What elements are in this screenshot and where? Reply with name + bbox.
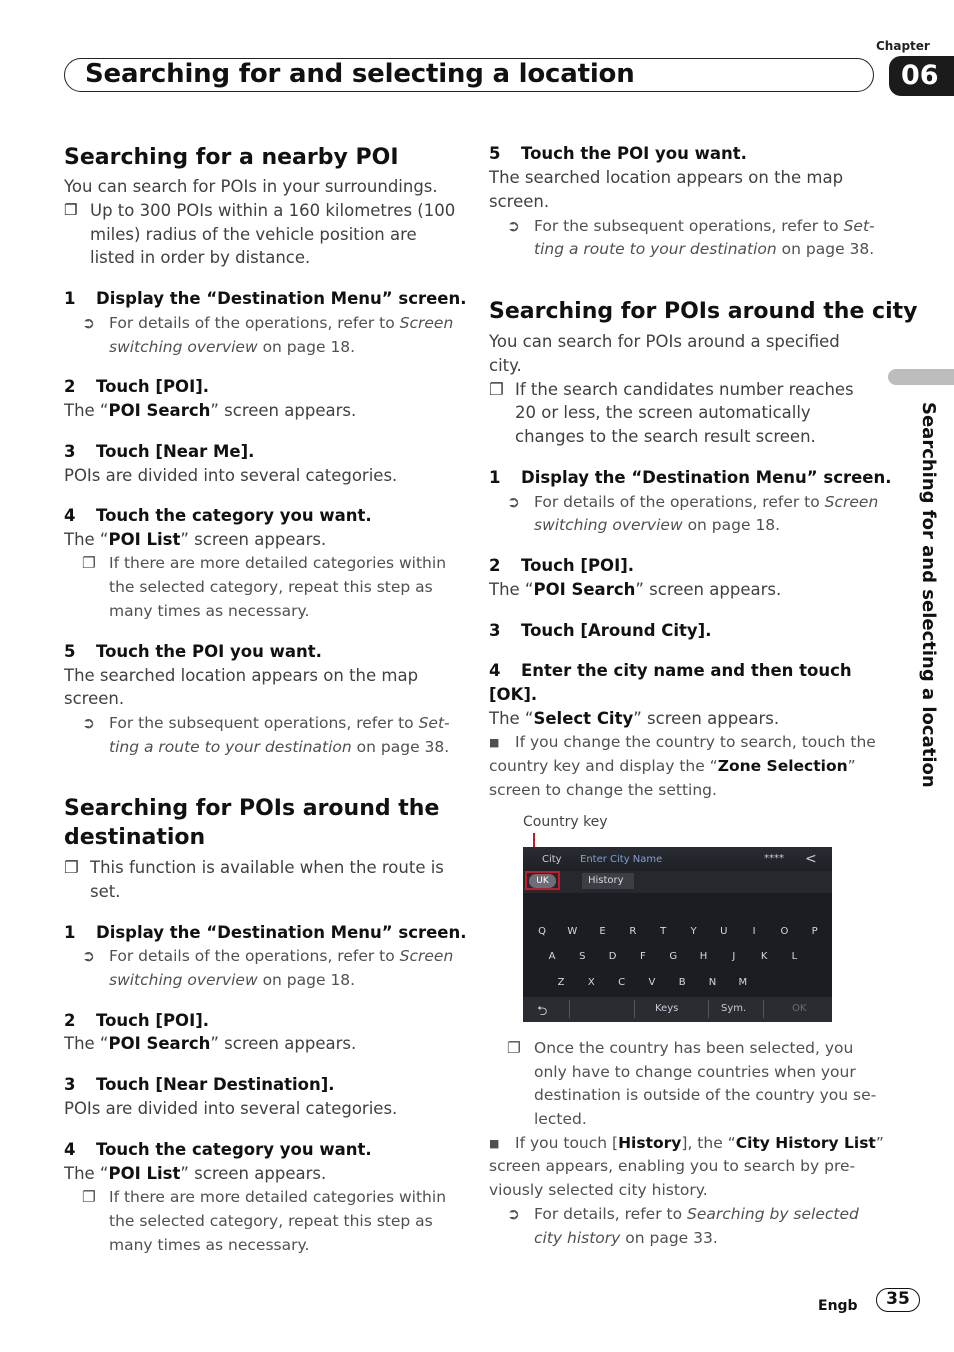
keyboard-key-y: Y <box>690 926 697 937</box>
keyboard-key-s: S <box>579 951 586 962</box>
reference-line: city history on page 33. <box>534 1229 718 1247</box>
screenshot-option-row <box>523 871 832 893</box>
keyboard-key-c: C <box>618 977 626 988</box>
arrow-ref-icon: ➲ <box>82 714 95 732</box>
note-line: lected. <box>534 1110 587 1128</box>
note-line: changes to the search result screen. <box>515 427 816 446</box>
keyboard-key-r: R <box>629 926 637 937</box>
step-body: screen. <box>489 192 550 211</box>
note-line: 20 or less, the screen automatically <box>515 403 811 422</box>
step-heading: 5 Touch the POI you want. <box>64 642 322 661</box>
country-key-highlight <box>525 871 560 890</box>
keyboard-key-m: M <box>738 977 748 988</box>
header-bar <box>64 58 874 92</box>
keyboard-key-d: D <box>608 951 617 962</box>
reference-line: switching overview on page 18. <box>109 971 356 989</box>
step-body: The “POI Search” screen appears. <box>64 1034 357 1053</box>
keyboard-key-t: T <box>660 926 667 937</box>
note-line: the selected category, repeat this step as <box>109 578 433 596</box>
note-line: set. <box>90 882 121 901</box>
divider <box>708 1000 709 1018</box>
section-title-nearby-poi: Searching for a nearby POI <box>64 145 399 170</box>
input-stars: **** <box>764 853 784 864</box>
section-title-destination-2: destination <box>64 825 206 850</box>
reference-line: For details of the operations, refer to Screen <box>109 947 454 965</box>
checkbox-note-icon: ❐ <box>82 1188 96 1206</box>
divider <box>634 1000 635 1018</box>
keyboard-key-n: N <box>708 977 717 988</box>
step-heading: 4 Touch the category you want. <box>64 1140 372 1159</box>
keyboard-key-o: O <box>780 926 789 937</box>
keyboard-key-j: J <box>732 951 736 962</box>
step-heading: 3 Touch [Around City]. <box>489 621 712 640</box>
arrow-ref-icon: ➲ <box>507 217 520 235</box>
note-line: Once the country has been selected, you <box>534 1039 854 1057</box>
back-arrow-icon: < <box>805 851 817 867</box>
keyboard-key-g: G <box>669 951 678 962</box>
checkbox-note-icon: ❐ <box>82 554 96 572</box>
keyboard-key-v: V <box>648 977 656 988</box>
step-heading: 1 Display the “Destination Menu” screen. <box>489 468 892 487</box>
page-number: 35 <box>876 1288 920 1312</box>
reference-line: For the subsequent operations, refer to Set- <box>534 217 875 235</box>
reference-line: For the subsequent operations, refer to Set- <box>109 714 450 732</box>
section-title-destination: Searching for POIs around the <box>64 796 440 821</box>
keyboard-key-f: F <box>640 951 646 962</box>
note-line: Up to 300 POIs within a 160 kilometres (100 <box>90 201 456 220</box>
reference-line: switching overview on page 18. <box>534 516 781 534</box>
reference-line: ting a route to your destination on page 38. <box>534 240 875 258</box>
step-body: The “POI Search” screen appears. <box>489 580 782 599</box>
step-heading: 2 Touch [POI]. <box>64 1011 210 1030</box>
checkbox-note-icon: ❐ <box>64 201 78 219</box>
step-body: screen. <box>64 689 125 708</box>
reference-line: For details of the operations, refer to Screen <box>534 493 879 511</box>
page-title: Searching for and selecting a location <box>85 59 635 89</box>
keyboard-key-l: L <box>791 951 798 962</box>
country-key-callout-label: Country key <box>523 814 608 830</box>
keyboard-key-p: P <box>811 926 818 937</box>
arrow-ref-icon: ➲ <box>82 947 95 965</box>
bullet-line: viously selected city history. <box>489 1181 708 1199</box>
keys-button: Keys <box>655 1003 679 1014</box>
screenshot-top-bar <box>523 847 832 871</box>
step-body: The searched location appears on the map <box>489 168 844 187</box>
step-heading: 1 Display the “Destination Menu” screen. <box>64 923 467 942</box>
step-body: The searched location appears on the map <box>64 666 419 685</box>
step-body: POIs are divided into several categories. <box>64 466 398 485</box>
checkbox-note-icon: ❐ <box>489 380 504 399</box>
step-body: The “Select City” screen appears. <box>489 709 780 728</box>
step-heading: 1 Display the “Destination Menu” screen. <box>64 289 467 308</box>
step-heading: 2 Touch [POI]. <box>489 556 635 575</box>
reference-line: ting a route to your destination on page 38. <box>109 738 450 756</box>
arrow-ref-icon: ➲ <box>82 314 95 332</box>
step-heading: 2 Touch [POI]. <box>64 377 210 396</box>
note-line: If the search candidates number reaches <box>515 380 854 399</box>
keyboard-key-x: X <box>587 977 595 988</box>
keyboard-key-b: B <box>678 977 686 988</box>
select-city-screenshot <box>523 847 832 1022</box>
step-body: POIs are divided into several categories. <box>64 1099 398 1118</box>
footer-lang: Engb <box>818 1298 858 1314</box>
bullet-line: If you touch [History], the “City History List” <box>515 1134 884 1152</box>
intro-text: You can search for POIs around a specified <box>489 332 840 351</box>
keyboard-key-u: U <box>720 926 728 937</box>
step-heading: 4 Enter the city name and then touch <box>489 661 852 680</box>
side-tab-marker <box>888 369 954 385</box>
city-name-input: Enter City Name <box>580 854 663 865</box>
reference-line: For details of the operations, refer to Screen <box>109 314 454 332</box>
bullet-line: country key and display the “Zone Selection” <box>489 757 856 775</box>
note-line: If there are more detailed categories within <box>109 1188 447 1206</box>
intro-text: city. <box>489 356 522 375</box>
side-tab-text: Searching for and selecting a location <box>918 402 939 788</box>
keyboard-key-w: W <box>567 926 578 937</box>
step-body: The “POI Search” screen appears. <box>64 401 357 420</box>
sym-button: Sym. <box>721 1003 747 1014</box>
note-line: only have to change countries when your <box>534 1063 856 1081</box>
keyboard-key-q: Q <box>538 926 546 937</box>
keyboard-key-k: K <box>760 951 768 962</box>
history-button: History <box>582 873 634 889</box>
bullet-line: screen to change the setting. <box>489 781 717 799</box>
step-heading: 4 Touch the category you want. <box>64 506 372 525</box>
reference-line: For details, refer to Searching by selected <box>534 1205 859 1223</box>
bullet-icon: ■ <box>489 736 500 749</box>
note-line: the selected category, repeat this step as <box>109 1212 433 1230</box>
chapter-number-tab: 06 <box>889 56 954 96</box>
note-line: If there are more detailed categories within <box>109 554 447 572</box>
step-heading-2: [OK]. <box>489 685 538 704</box>
note-line: destination is outside of the country you se- <box>534 1086 877 1104</box>
note-line: This function is available when the route is <box>90 858 444 877</box>
keyboard-key-i: I <box>752 926 756 937</box>
arrow-ref-icon: ➲ <box>507 493 520 511</box>
checkbox-note-icon: ❐ <box>507 1039 521 1057</box>
note-line: miles) radius of the vehicle position are <box>90 225 417 244</box>
bullet-line: If you change the country to search, touch the <box>515 733 876 751</box>
note-line: many times as necessary. <box>109 1236 310 1254</box>
chapter-label: Chapter <box>876 39 930 53</box>
section-title-around-city: Searching for POIs around the city <box>489 299 918 324</box>
keyboard-key-h: H <box>699 951 708 962</box>
checkbox-note-icon: ❐ <box>64 858 79 877</box>
step-heading: 3 Touch [Near Destination]. <box>64 1075 335 1094</box>
note-line: many times as necessary. <box>109 602 310 620</box>
keyboard-key-z: Z <box>557 977 565 988</box>
divider <box>569 1000 570 1018</box>
arrow-ref-icon: ➲ <box>507 1205 520 1223</box>
bullet-line: screen appears, enabling you to search by pre- <box>489 1157 856 1175</box>
step-heading: 3 Touch [Near Me]. <box>64 442 255 461</box>
intro-text: You can search for POIs in your surroundings. <box>64 177 438 196</box>
country-key-button: UK <box>529 874 556 888</box>
reference-line: switching overview on page 18. <box>109 338 356 356</box>
return-icon: ⮌ <box>537 1004 548 1019</box>
step-heading: 5 Touch the POI you want. <box>489 144 747 163</box>
step-body: The “POI List” screen appears. <box>64 1164 327 1183</box>
ok-button: OK <box>792 1003 807 1014</box>
city-tab: City <box>542 854 562 865</box>
divider <box>763 1000 764 1018</box>
step-body: The “POI List” screen appears. <box>64 530 327 549</box>
keyboard-key-e: E <box>599 926 606 937</box>
note-line: listed in order by distance. <box>90 248 311 267</box>
bullet-icon: ■ <box>489 1137 500 1150</box>
keyboard-key-a: A <box>548 951 556 962</box>
